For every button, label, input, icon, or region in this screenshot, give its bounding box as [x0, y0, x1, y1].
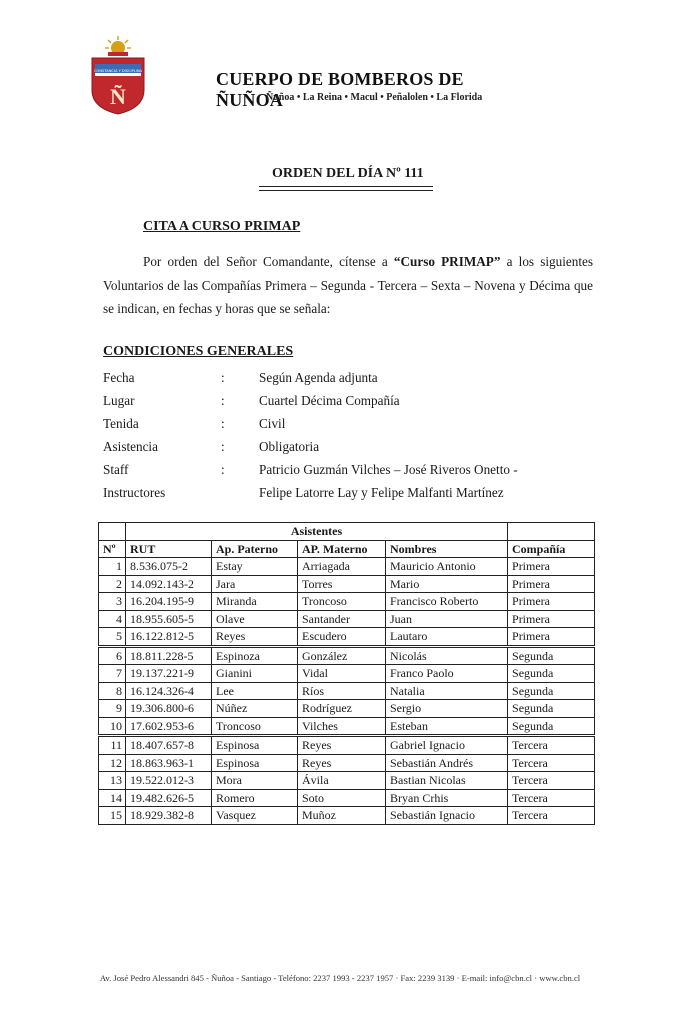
table-cell: 7: [99, 665, 126, 683]
condition-colon: :: [221, 462, 225, 477]
table-cell: 18.407.657-8: [126, 736, 212, 755]
table-cell: Mauricio Antonio: [386, 558, 508, 576]
caption-blank-cell: [99, 523, 126, 541]
table-cell: Troncoso: [298, 593, 386, 611]
table-cell: Miranda: [212, 593, 298, 611]
condition-colon: :: [221, 416, 225, 431]
table-cell: Muñoz: [298, 807, 386, 825]
table-cell: 14: [99, 789, 126, 807]
table-cell: 17.602.953-6: [126, 717, 212, 736]
table-cell: Tercera: [508, 772, 595, 790]
table-cell: 1: [99, 558, 126, 576]
table-row: [99, 754, 595, 772]
intro-paragraph: [103, 250, 593, 321]
table-cell: Sergio: [386, 700, 508, 718]
table-cell: Juan: [386, 610, 508, 628]
table-row: [99, 700, 595, 718]
table-cell: Tercera: [508, 789, 595, 807]
table-cell: 8: [99, 682, 126, 700]
table-cell: Segunda: [508, 646, 595, 665]
column-header: Compañía: [508, 540, 595, 558]
table-cell: 2: [99, 575, 126, 593]
table-cell: Arriagada: [298, 558, 386, 576]
condition-value: Patricio Guzmán Vilches – José Riveros Onetto -: [259, 462, 518, 477]
table-cell: Tercera: [508, 807, 595, 825]
table-cell: 9: [99, 700, 126, 718]
organization-communes: Ñuñoa • La Reina • Macul • Peñalolen • La Florida: [266, 92, 483, 103]
crest-sun-icon: [105, 36, 131, 56]
table-cell: Natalia: [386, 682, 508, 700]
table-cell: Espinoza: [212, 646, 298, 665]
table-cell: González: [298, 646, 386, 665]
column-header: Ap. Paterno: [212, 540, 298, 558]
table-cell: Vilches: [298, 717, 386, 736]
table-row: [99, 807, 595, 825]
table-cell: 6: [99, 646, 126, 665]
condition-label: Staff Instructores: [103, 462, 166, 500]
table-cell: 13: [99, 772, 126, 790]
table-cell: 18.811.228-5: [126, 646, 212, 665]
condition-value: Civil: [259, 416, 286, 431]
table-row: [99, 575, 595, 593]
table-cell: 18.929.382-8: [126, 807, 212, 825]
table-cell: 19.522.012-3: [126, 772, 212, 790]
table-cell: Rodríguez: [298, 700, 386, 718]
table-cell: Santander: [298, 610, 386, 628]
order-title-rule: [259, 186, 433, 191]
table-cell: Espinosa: [212, 736, 298, 755]
table-body: [99, 558, 595, 825]
table-cell: Núñez: [212, 700, 298, 718]
table-caption: Asistentes: [126, 523, 508, 541]
table-row: [99, 593, 595, 611]
table-row: [99, 772, 595, 790]
table-cell: Primera: [508, 628, 595, 647]
intro-text-start: Por orden del Señor Comandante, cítense a: [143, 254, 394, 269]
column-header: RUT: [126, 540, 212, 558]
table-cell: 19.306.800-6: [126, 700, 212, 718]
table-cell: Escudero: [298, 628, 386, 647]
table-cell: 4: [99, 610, 126, 628]
condition-value: Cuartel Décima Compañía: [259, 393, 400, 408]
table-row: [99, 610, 595, 628]
table-cell: 15: [99, 807, 126, 825]
table-cell: Segunda: [508, 682, 595, 700]
table-cell: Reyes: [212, 628, 298, 647]
table-row: [99, 682, 595, 700]
table-cell: Segunda: [508, 700, 595, 718]
table-cell: Nicolás: [386, 646, 508, 665]
table-cell: Gianini: [212, 665, 298, 683]
table-cell: Tercera: [508, 736, 595, 755]
condition-colon: :: [221, 370, 225, 385]
condition-value: Según Agenda adjunta: [259, 370, 378, 385]
table-cell: Ríos: [298, 682, 386, 700]
section-title-curso: CITA A CURSO PRIMAP: [143, 219, 301, 234]
table-cell: Estay: [212, 558, 298, 576]
table-cell: Bastian Nicolas: [386, 772, 508, 790]
table-cell: Ávila: [298, 772, 386, 790]
table-cell: Segunda: [508, 665, 595, 683]
section-title-condiciones: CONDICIONES GENERALES: [103, 344, 294, 359]
table-row: [99, 736, 595, 755]
column-header: Nº: [99, 540, 126, 558]
table-cell: 19.482.626-5: [126, 789, 212, 807]
intro-course-name: “Curso PRIMAP”: [393, 254, 501, 269]
condition-colon: :: [221, 439, 225, 454]
table-cell: Reyes: [298, 736, 386, 755]
table-cell: Franco Paolo: [386, 665, 508, 683]
table-row: [99, 789, 595, 807]
table-cell: Gabriel Ignacio: [386, 736, 508, 755]
table-cell: Tercera: [508, 754, 595, 772]
table-cell: 18.955.605-5: [126, 610, 212, 628]
table-cell: 16.124.326-4: [126, 682, 212, 700]
table-cell: Bryan Crhis: [386, 789, 508, 807]
table-cell: 16.204.195-9: [126, 593, 212, 611]
table-row: [99, 558, 595, 576]
table-caption-row: [99, 523, 595, 541]
table-cell: 5: [99, 628, 126, 647]
table-row: [99, 665, 595, 683]
table-cell: 18.863.963-1: [126, 754, 212, 772]
table-cell: 8.536.075-2: [126, 558, 212, 576]
condition-label: Lugar: [103, 393, 135, 408]
table-cell: Lautaro: [386, 628, 508, 647]
organization-name: CUERPO DE BOMBEROS DE ÑUÑOA: [216, 69, 464, 110]
table-cell: 12: [99, 754, 126, 772]
table-header-row: [99, 540, 595, 558]
footer-contact: Av. José Pedro Alessandri 845 - Ñuñoa - Santiago - Teléfono: 2237 1993 - 2237 1957 · Fax: 2239 3139 · E-mail: info@cbn.cl · www.cbn.cl: [99, 973, 581, 983]
table-cell: 19.137.221-9: [126, 665, 212, 683]
table-cell: 10: [99, 717, 126, 736]
table-cell: Segunda: [508, 717, 595, 736]
table-cell: Vidal: [298, 665, 386, 683]
condition-colon: :: [221, 393, 225, 408]
table-cell: Jara: [212, 575, 298, 593]
table-cell: Primera: [508, 575, 595, 593]
bomberos-nunoa-logo: [86, 34, 150, 116]
condition-value: Felipe Latorre Lay y Felipe Malfanti Martínez: [259, 485, 504, 500]
table-cell: 11: [99, 736, 126, 755]
table-cell: Lee: [212, 682, 298, 700]
table-cell: Torres: [298, 575, 386, 593]
table-cell: 3: [99, 593, 126, 611]
caption-blank-cell: [508, 523, 595, 541]
table-cell: Sebastián Ignacio: [386, 807, 508, 825]
table-cell: Esteban: [386, 717, 508, 736]
condition-value: Obligatoria: [259, 439, 320, 454]
table-cell: Primera: [508, 593, 595, 611]
column-header: AP. Materno: [298, 540, 386, 558]
table-cell: 16.122.812-5: [126, 628, 212, 647]
table-cell: Olave: [212, 610, 298, 628]
condition-label: Fecha: [103, 370, 135, 385]
column-header: Nombres: [386, 540, 508, 558]
order-title: ORDEN DEL DÍA Nº 111: [272, 166, 424, 181]
condition-label: Asistencia: [103, 439, 158, 454]
table-cell: Romero: [212, 789, 298, 807]
logo-letter: Ñ: [110, 84, 126, 109]
table-cell: Primera: [508, 610, 595, 628]
table-cell: Francisco Roberto: [386, 593, 508, 611]
table-cell: Reyes: [298, 754, 386, 772]
table-cell: Mario: [386, 575, 508, 593]
table-cell: Soto: [298, 789, 386, 807]
table-cell: Vasquez: [212, 807, 298, 825]
table-cell: Mora: [212, 772, 298, 790]
table-cell: 14.092.143-2: [126, 575, 212, 593]
table-cell: Sebastián Andrés: [386, 754, 508, 772]
intro-text-end: a los siguientes Voluntarios de las Compañías Primera – Segunda - Tercera – Sexta – Novena y Décima que se indican, en fechas y horas que se señala:: [103, 254, 593, 316]
table-cell: Troncoso: [212, 717, 298, 736]
table-cell: Espinosa: [212, 754, 298, 772]
table-cell: Primera: [508, 558, 595, 576]
table-row: [99, 717, 595, 736]
table-row: [99, 628, 595, 647]
attendees-table: [98, 522, 595, 825]
condition-label: Tenida: [103, 416, 139, 431]
table-row: [99, 646, 595, 665]
logo-band-text: CONSTANCIA Y DISCIPLINA: [94, 69, 142, 73]
